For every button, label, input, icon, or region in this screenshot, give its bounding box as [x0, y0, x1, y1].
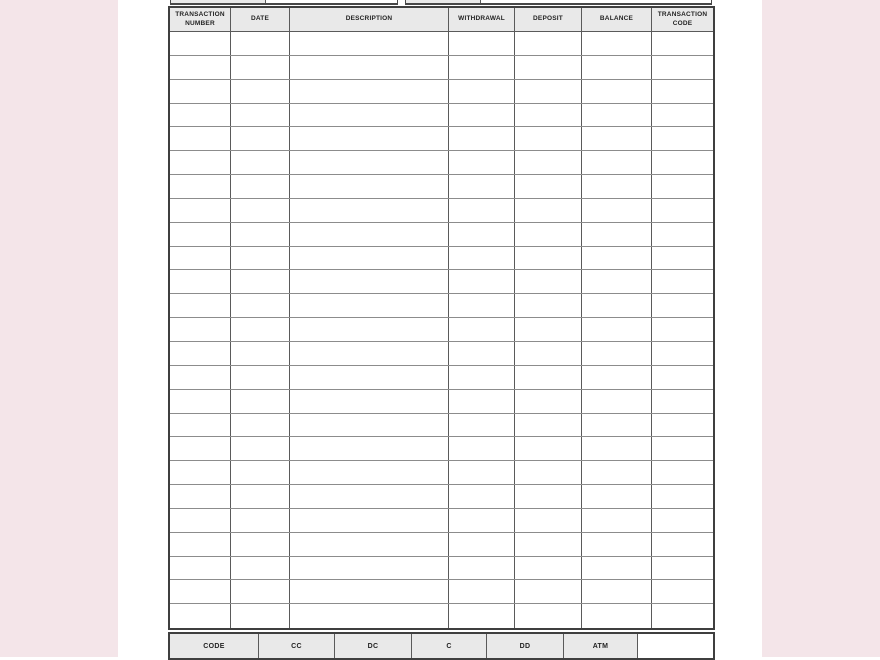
- top-form-left-value-cell: [266, 0, 397, 3]
- empty-cell: [582, 294, 652, 317]
- empty-cell: [652, 580, 713, 603]
- empty-cell: [582, 485, 652, 508]
- top-form-right-box: [405, 0, 712, 5]
- empty-cell: [170, 366, 231, 389]
- empty-cell: [290, 32, 449, 55]
- empty-cell: [652, 294, 713, 317]
- register-row: [170, 151, 713, 175]
- empty-cell: [290, 342, 449, 365]
- top-form-right-value-cell: [481, 0, 711, 3]
- empty-cell: [515, 294, 582, 317]
- empty-cell: [170, 342, 231, 365]
- empty-cell: [652, 175, 713, 198]
- empty-cell: [231, 580, 290, 603]
- empty-cell: [515, 533, 582, 556]
- empty-cell: [449, 270, 515, 293]
- empty-cell: [515, 32, 582, 55]
- empty-cell: [515, 461, 582, 484]
- empty-cell: [515, 318, 582, 341]
- empty-cell: [652, 80, 713, 103]
- empty-cell: [170, 557, 231, 580]
- empty-cell: [582, 342, 652, 365]
- empty-cell: [515, 580, 582, 603]
- empty-cell: [515, 604, 582, 628]
- legend-cell-c: C: [412, 634, 487, 658]
- register-row: [170, 104, 713, 128]
- empty-cell: [582, 223, 652, 246]
- empty-cell: [515, 557, 582, 580]
- empty-cell: [652, 414, 713, 437]
- empty-cell: [582, 56, 652, 79]
- empty-cell: [290, 485, 449, 508]
- empty-cell: [231, 557, 290, 580]
- empty-cell: [582, 80, 652, 103]
- empty-cell: [170, 414, 231, 437]
- empty-cell: [449, 247, 515, 270]
- empty-cell: [582, 318, 652, 341]
- empty-cell: [449, 223, 515, 246]
- empty-cell: [449, 580, 515, 603]
- empty-cell: [515, 509, 582, 532]
- empty-cell: [231, 604, 290, 628]
- empty-cell: [290, 390, 449, 413]
- header-cell-withdrawal: WITHDRAWAL: [449, 8, 515, 31]
- empty-cell: [231, 294, 290, 317]
- empty-cell: [449, 80, 515, 103]
- empty-cell: [582, 175, 652, 198]
- empty-cell: [449, 604, 515, 628]
- empty-cell: [231, 342, 290, 365]
- empty-cell: [231, 533, 290, 556]
- empty-cell: [449, 533, 515, 556]
- empty-cell: [449, 175, 515, 198]
- empty-cell: [449, 199, 515, 222]
- register-row: [170, 437, 713, 461]
- register-row: [170, 247, 713, 271]
- empty-cell: [582, 580, 652, 603]
- legend-cell-atm: ATM: [564, 634, 638, 658]
- empty-cell: [652, 199, 713, 222]
- empty-cell: [449, 414, 515, 437]
- empty-cell: [449, 437, 515, 460]
- empty-cell: [231, 437, 290, 460]
- register-row: [170, 414, 713, 438]
- empty-cell: [290, 437, 449, 460]
- empty-cell: [170, 294, 231, 317]
- empty-cell: [582, 557, 652, 580]
- empty-cell: [231, 104, 290, 127]
- empty-cell: [449, 342, 515, 365]
- empty-cell: [515, 104, 582, 127]
- empty-cell: [515, 437, 582, 460]
- empty-cell: [515, 247, 582, 270]
- legend-cell-dd: DD: [487, 634, 564, 658]
- empty-cell: [170, 32, 231, 55]
- legend-cell-code: CODE: [170, 634, 259, 658]
- register-row: [170, 32, 713, 56]
- register-row: [170, 533, 713, 557]
- header-cell-date: DATE: [231, 8, 290, 31]
- empty-cell: [652, 485, 713, 508]
- register-row: [170, 199, 713, 223]
- empty-cell: [290, 414, 449, 437]
- empty-cell: [449, 485, 515, 508]
- empty-cell: [515, 414, 582, 437]
- empty-cell: [231, 32, 290, 55]
- register-row: [170, 127, 713, 151]
- empty-cell: [449, 366, 515, 389]
- empty-cell: [652, 461, 713, 484]
- empty-cell: [290, 104, 449, 127]
- empty-cell: [582, 509, 652, 532]
- empty-cell: [652, 223, 713, 246]
- empty-cell: [231, 199, 290, 222]
- empty-cell: [652, 509, 713, 532]
- header-cell-transaction-number: TRANSACTION NUMBER: [170, 8, 231, 31]
- empty-cell: [652, 557, 713, 580]
- empty-cell: [582, 437, 652, 460]
- header-cell-transaction-code: TRANSACTION CODE: [657, 10, 708, 27]
- header-cell-description: DESCRIPTION: [290, 8, 449, 31]
- empty-cell: [449, 127, 515, 150]
- empty-cell: [652, 390, 713, 413]
- empty-cell: [170, 580, 231, 603]
- table-header-row: [170, 8, 713, 32]
- empty-cell: [652, 56, 713, 79]
- empty-cell: [231, 390, 290, 413]
- empty-cell: [449, 151, 515, 174]
- register-row: [170, 175, 713, 199]
- empty-cell: [170, 437, 231, 460]
- empty-cell: [170, 175, 231, 198]
- empty-cell: [170, 56, 231, 79]
- empty-cell: [515, 390, 582, 413]
- empty-cell: [515, 485, 582, 508]
- empty-cell: [652, 533, 713, 556]
- empty-cell: [449, 509, 515, 532]
- empty-cell: [170, 199, 231, 222]
- empty-cell: [231, 366, 290, 389]
- empty-cell: [582, 32, 652, 55]
- empty-cell: [290, 366, 449, 389]
- empty-cell: [170, 270, 231, 293]
- empty-cell: [515, 270, 582, 293]
- empty-cell: [231, 509, 290, 532]
- empty-cell: [231, 270, 290, 293]
- empty-cell: [582, 533, 652, 556]
- register-row: [170, 56, 713, 80]
- empty-cell: [231, 414, 290, 437]
- empty-cell: [231, 485, 290, 508]
- empty-cell: [582, 414, 652, 437]
- empty-cell: [290, 151, 449, 174]
- empty-cell: [582, 151, 652, 174]
- register-row: [170, 580, 713, 604]
- register-row: [170, 366, 713, 390]
- empty-cell: [170, 604, 231, 628]
- empty-cell: [515, 151, 582, 174]
- empty-cell: [582, 199, 652, 222]
- empty-cell: [652, 127, 713, 150]
- empty-cell: [652, 604, 713, 628]
- empty-cell: [231, 175, 290, 198]
- empty-cell: [515, 366, 582, 389]
- empty-cell: [515, 127, 582, 150]
- legend-cell-cc: CC: [259, 634, 335, 658]
- empty-cell: [290, 199, 449, 222]
- empty-cell: [652, 104, 713, 127]
- header-cell-deposit: DEPOSIT: [515, 8, 582, 31]
- register-row: [170, 223, 713, 247]
- empty-cell: [449, 390, 515, 413]
- empty-cell: [231, 247, 290, 270]
- empty-cell: [170, 80, 231, 103]
- empty-cell: [170, 127, 231, 150]
- empty-cell: [515, 80, 582, 103]
- empty-cell: [582, 127, 652, 150]
- empty-cell: [290, 509, 449, 532]
- empty-cell: [290, 175, 449, 198]
- empty-cell: [652, 32, 713, 55]
- empty-cell: [290, 270, 449, 293]
- empty-cell: [231, 223, 290, 246]
- empty-cell: [515, 199, 582, 222]
- empty-cell: [231, 80, 290, 103]
- empty-cell: [582, 366, 652, 389]
- register-row: [170, 509, 713, 533]
- empty-cell: [231, 461, 290, 484]
- legend-row: [168, 632, 715, 660]
- register-row: [170, 80, 713, 104]
- register-row: [170, 390, 713, 414]
- empty-cell: [652, 318, 713, 341]
- empty-cell: [582, 270, 652, 293]
- empty-cell: [652, 247, 713, 270]
- empty-cell: [170, 485, 231, 508]
- transaction-register-table: [168, 6, 715, 630]
- empty-cell: [290, 223, 449, 246]
- empty-cell: [515, 56, 582, 79]
- empty-cell: [231, 151, 290, 174]
- empty-cell: [170, 461, 231, 484]
- empty-cell: [231, 318, 290, 341]
- empty-cell: [582, 461, 652, 484]
- empty-cell: [290, 318, 449, 341]
- empty-cell: [290, 294, 449, 317]
- top-form-right-label-cell: [406, 0, 481, 3]
- empty-cell: [652, 366, 713, 389]
- empty-cell: [652, 151, 713, 174]
- empty-cell: [582, 104, 652, 127]
- empty-cell: [170, 390, 231, 413]
- top-form-left-box: [170, 0, 398, 5]
- empty-cell: [290, 604, 449, 628]
- empty-cell: [170, 318, 231, 341]
- empty-cell: [449, 557, 515, 580]
- legend-cell-blank: [638, 634, 713, 658]
- empty-cell: [515, 223, 582, 246]
- empty-cell: [652, 342, 713, 365]
- empty-cell: [290, 127, 449, 150]
- empty-cell: [290, 56, 449, 79]
- empty-cell: [652, 437, 713, 460]
- empty-cell: [449, 461, 515, 484]
- empty-cell: [449, 32, 515, 55]
- empty-cell: [290, 80, 449, 103]
- register-row: [170, 294, 713, 318]
- table-body: [170, 32, 713, 628]
- empty-cell: [449, 56, 515, 79]
- empty-cell: [170, 151, 231, 174]
- register-row: [170, 557, 713, 581]
- empty-cell: [449, 318, 515, 341]
- empty-cell: [290, 557, 449, 580]
- empty-cell: [290, 533, 449, 556]
- empty-cell: [582, 247, 652, 270]
- empty-cell: [170, 104, 231, 127]
- empty-cell: [170, 247, 231, 270]
- empty-cell: [515, 175, 582, 198]
- register-row: [170, 485, 713, 509]
- header-cell-balance: BALANCE: [582, 8, 652, 31]
- register-row: [170, 461, 713, 485]
- empty-cell: [231, 56, 290, 79]
- document-page: [118, 0, 762, 660]
- legend-cell-dc: DC: [335, 634, 412, 658]
- empty-cell: [290, 247, 449, 270]
- empty-cell: [449, 294, 515, 317]
- empty-cell: [449, 104, 515, 127]
- top-form-left-label-cell: [171, 0, 266, 3]
- empty-cell: [170, 533, 231, 556]
- register-row: [170, 318, 713, 342]
- register-row: [170, 270, 713, 294]
- empty-cell: [515, 342, 582, 365]
- empty-cell: [652, 270, 713, 293]
- register-row: [170, 342, 713, 366]
- empty-cell: [290, 580, 449, 603]
- register-row: [170, 604, 713, 628]
- empty-cell: [231, 127, 290, 150]
- empty-cell: [290, 461, 449, 484]
- empty-cell: [582, 390, 652, 413]
- empty-cell: [582, 604, 652, 628]
- empty-cell: [170, 509, 231, 532]
- empty-cell: [170, 223, 231, 246]
